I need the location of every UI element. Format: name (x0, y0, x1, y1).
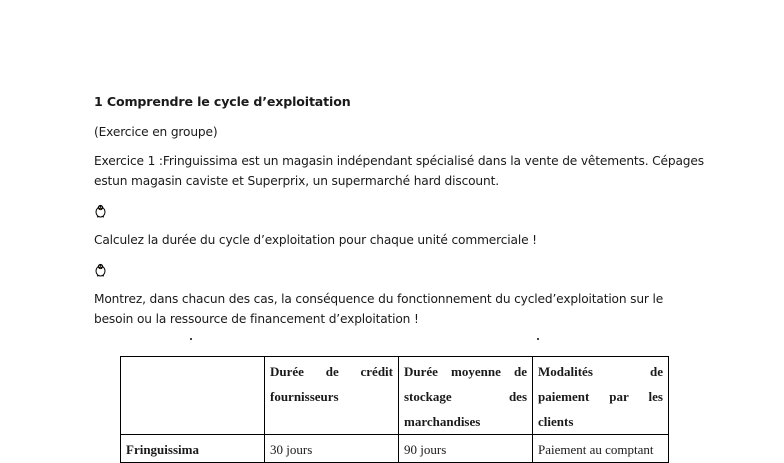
exercise-line-1: Exercice 1 :Fringuissima est un magasin indépendant spécialisé dans la vente de vêtements. Cépages (94, 154, 704, 168)
table-cell-payment: Paiement au comptant (533, 435, 669, 463)
table-cell-credit: 30 jours (265, 435, 399, 463)
table-header-row (121, 357, 669, 435)
table-header-cell-empty (121, 357, 265, 435)
stray-mark (537, 338, 539, 340)
table-header-stock: Durée moyenne de stockage des marchandises (399, 357, 533, 435)
task-2-line-1: Montrez, dans chacun des cas, la conséquence du fonctionnement du cycled’exploitation sur le (94, 292, 664, 306)
exercise-line-2: estun magasin caviste et Superprix, un supermarché hard discount. (94, 174, 499, 188)
data-table (120, 356, 669, 463)
table-header-payment: Modalités de paiement par les clients (533, 357, 669, 435)
task-1: Calculez la durée du cycle d’exploitation pour chaque unité commerciale ! (94, 233, 537, 247)
table-cell-stock: 90 jours (399, 435, 533, 463)
table-row (121, 435, 669, 463)
penguin-icon (94, 204, 107, 218)
stray-mark (190, 338, 192, 340)
table-header-credit: Durée de crédit fournisseurs (265, 357, 399, 435)
section-heading: 1 Comprendre le cycle d’exploitation (94, 94, 351, 109)
table-cell-store: Fringuissima (121, 435, 265, 463)
task-2-line-2: besoin ou la ressource de financement d’exploitation ! (94, 312, 419, 326)
penguin-icon (94, 263, 107, 277)
subtitle: (Exercice en groupe) (94, 125, 218, 139)
